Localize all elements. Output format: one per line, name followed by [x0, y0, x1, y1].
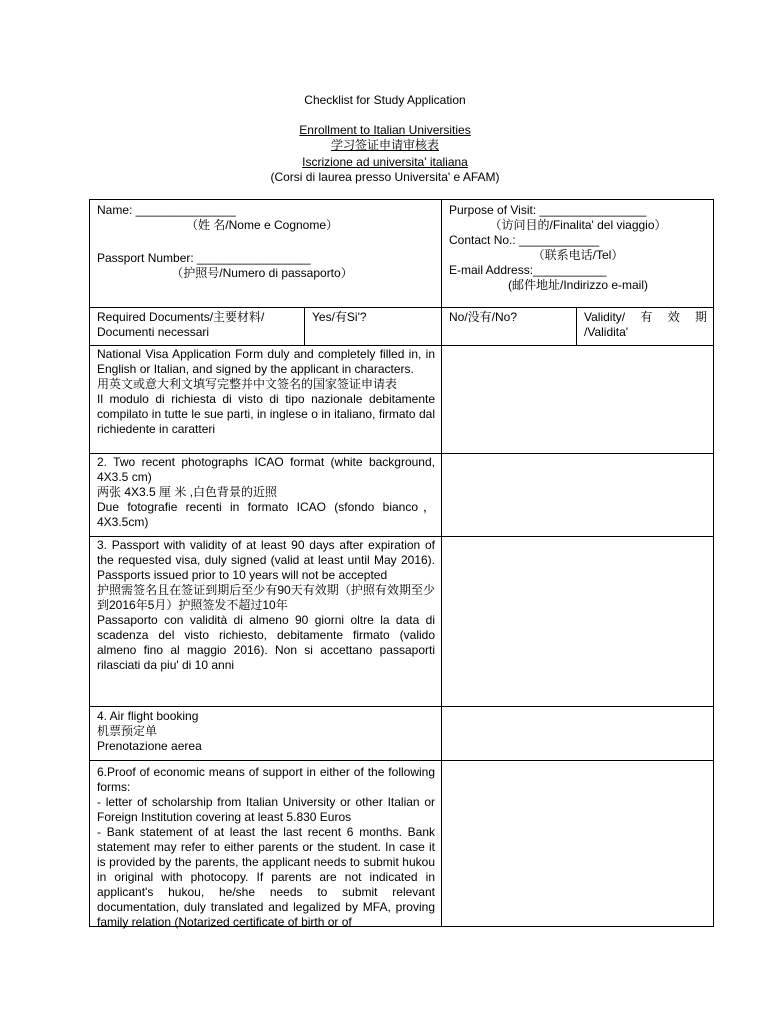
item-text-it: Due fotografie recenti in formato ICAO (sfondo bianco，4X3.5cm)	[97, 500, 435, 529]
checklist-item-flight-booking	[90, 707, 713, 761]
checklist-item-photographs	[90, 454, 713, 537]
passport-number-field[interactable]: Passport Number: _________________	[97, 251, 311, 265]
passport-number-label: （护照号/Numero di passaporto）	[171, 266, 353, 280]
checklist-item-passport	[90, 537, 713, 707]
purpose-of-visit-field[interactable]: Purpose of Visit: ________________	[449, 203, 647, 217]
applicant-info-row	[90, 200, 713, 308]
item-description	[90, 761, 442, 929]
applicant-identity-cell	[90, 200, 442, 307]
contact-number-label: （联系电话/Tel）	[532, 248, 624, 262]
item-description	[90, 346, 442, 453]
checklist-table	[89, 199, 714, 927]
validity-header-line2: /Validita'	[584, 325, 629, 339]
required-documents-header	[90, 308, 305, 345]
yes-header-label: Yes/有Si'?	[312, 310, 367, 324]
item-check-cell[interactable]	[442, 537, 713, 706]
email-label: (邮件地址/Indirizzo e-mail)	[507, 278, 649, 292]
item-text-en: 3. Passport with validity of at least 90 days after expiration of the requested visa, duly signed (valid at least until May 2016). Passports issued prior to 10 years will not be accepted	[97, 538, 435, 582]
item-check-cell[interactable]	[442, 346, 713, 453]
item-text-en: 6.Proof of economic means of support in either of the following forms:	[97, 765, 435, 794]
validity-header-line1	[584, 310, 707, 325]
item-text-en: 2. Two recent photographs ICAO format (white background, 4X3.5 cm)	[97, 455, 435, 484]
item-text-zh: 机票预定单	[97, 724, 158, 738]
checklist-item-visa-form	[90, 346, 713, 454]
item-check-cell[interactable]	[442, 454, 713, 536]
document-title: Checklist for Study Application	[304, 93, 466, 107]
subtitle-english: Enrollment to Italian Universities	[299, 123, 471, 137]
contact-number-field[interactable]: Contact No.: ____________	[449, 233, 600, 247]
no-header	[442, 308, 577, 345]
purpose-of-visit-label: （访问目的/Finalita' del viaggio）	[489, 218, 667, 232]
required-documents-header-line1: Required Documents/主要材料/	[97, 310, 265, 324]
validity-header	[577, 308, 713, 345]
item-text-en: 4. Air flight booking	[97, 709, 199, 723]
subtitle-chinese: 学习签证申请审核表	[330, 138, 439, 152]
email-field[interactable]: E-mail Address:___________	[449, 263, 607, 277]
name-field-label: （姓 名/Nome e Cognome）	[185, 218, 339, 232]
subtitle-italian: Iscrizione ad universita' italiana	[302, 155, 468, 169]
item-check-cell[interactable]	[442, 761, 713, 926]
item-text-it: Prenotazione aerea	[97, 739, 202, 753]
item-text-bank-statement: - Bank statement of at least the last recent 6 months. Bank statement may refer to either parents or the student. In case it is provided by the parents, the applicant needs to submit hukou in original with photocopy. If parents are not indicated in applicant's hukou, he/she needs to submit relevant documentation, duly translated and legalized by MFA, proving family relation (Notarized certificate of birth or of	[97, 825, 435, 929]
name-field[interactable]: Name: _______________	[97, 203, 236, 217]
item-text-zh: 用英文或意大利文填写完整并中文签名的国家签证申请表	[97, 377, 398, 391]
subtitle-note: (Corsi di laurea presso Universita' e AFAM)	[270, 170, 500, 184]
validity-word-1: Validity/	[584, 310, 626, 324]
item-check-cell[interactable]	[442, 707, 713, 760]
no-header-label: No/没有/No?	[449, 310, 518, 324]
item-text-scholarship: - letter of scholarship from Italian University or other Italian or Foreign Institution covering at least 5.830 Euros	[97, 795, 435, 824]
applicant-contact-cell	[442, 200, 713, 307]
item-description	[90, 707, 442, 760]
checklist-item-economic-means	[90, 761, 713, 929]
validity-word-2: 有	[640, 310, 653, 324]
item-text-it: Il modulo di richiesta di visto di tipo nazionale debitamente compilato in tutte le sue parti, in inglese o in italiano, firmato dal richiedente in caratteri	[97, 392, 435, 436]
validity-word-3: 效	[667, 310, 680, 324]
item-description	[90, 537, 442, 706]
required-documents-header-line2: Documenti necessari	[97, 325, 210, 339]
item-text-it: Passaporto con validità di almeno 90 giorni oltre la data di scadenza del visto richiesto, debitamente firmato (valido almeno fino al maggio 2016). Non si accettano passaporti rilasciati da piu' di 10 anni	[97, 613, 435, 672]
item-text-zh: 护照需签名且在签证到期后至少有90天有效期（护照有效期至少到2016年5月）护照签发不超过10年	[97, 583, 435, 612]
item-text-en: National Visa Application Form duly and completely filled in, in English or Italian, and signed by the applicant in characters.	[97, 347, 435, 376]
item-text-zh: 两张 4X3.5 厘 米 ,白色背景的近照	[97, 485, 278, 499]
item-description	[90, 454, 442, 536]
validity-word-4: 期	[694, 310, 707, 324]
yes-header	[305, 308, 442, 345]
column-header-row	[90, 308, 713, 346]
